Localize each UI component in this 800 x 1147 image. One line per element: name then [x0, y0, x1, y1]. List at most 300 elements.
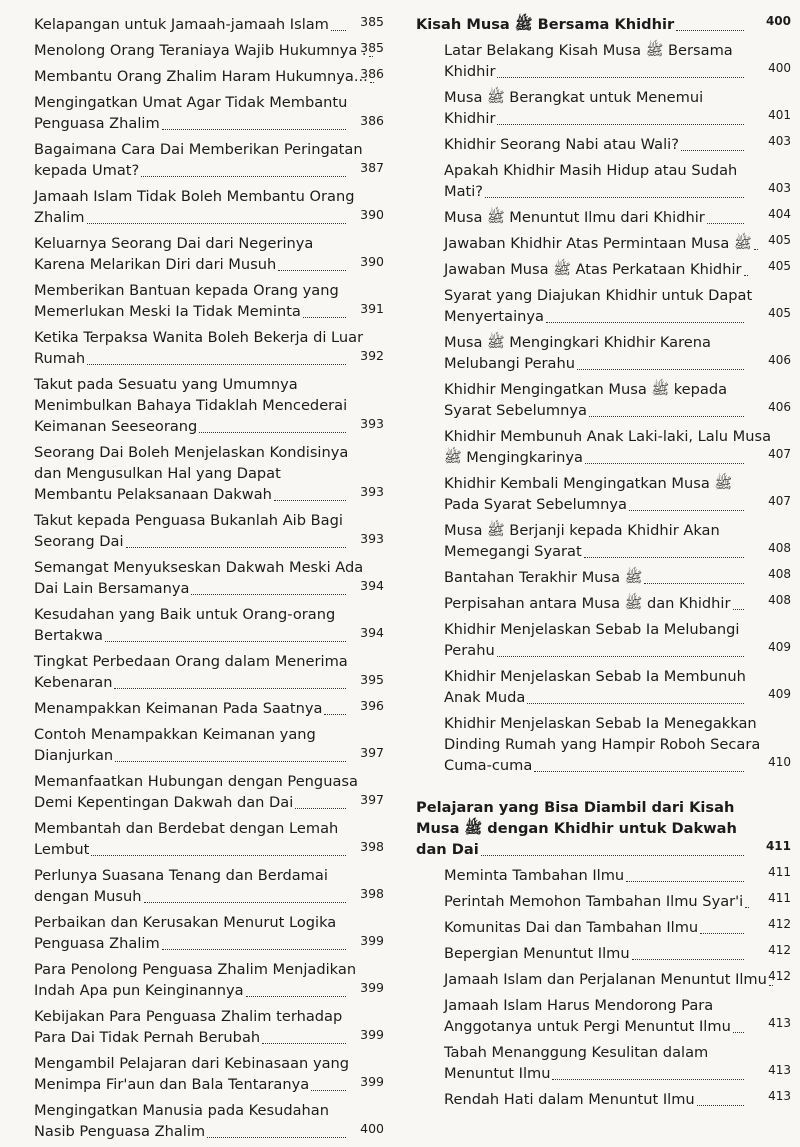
- toc-entry-title: Menimbulkan Bahaya Tidaklah Mencederai: [34, 397, 348, 414]
- toc-entry-title: Zhalim: [34, 209, 85, 226]
- page-number: 392: [360, 348, 384, 363]
- page-number: 394: [360, 578, 384, 593]
- toc-entry: [34, 698, 384, 719]
- toc-entry-title: ﷺ Mengingkarinya: [444, 449, 583, 466]
- page-number: 406: [768, 400, 791, 414]
- toc-entry-title: Mati?: [444, 183, 484, 200]
- toc-entry-title: Pada Syarat Sebelumnya: [444, 496, 627, 513]
- dot-leader: [278, 269, 346, 271]
- toc-entry: [34, 724, 384, 766]
- toc-entry-title: Perahu: [444, 642, 495, 659]
- toc-entry-title: Khidhir Menjelaskan Sebab Ia Membunuh: [444, 668, 746, 685]
- toc-entry: [34, 865, 384, 907]
- toc-entry-line: [444, 134, 748, 155]
- page-number: 411: [768, 865, 791, 879]
- page-number: 412: [768, 943, 791, 957]
- toc-entry-title: Menampakkan Keimanan Pada Saatnya: [34, 700, 323, 717]
- dot-leader: [295, 807, 346, 809]
- toc-entry-line: [444, 447, 748, 468]
- toc-entry: [444, 332, 791, 374]
- dot-leader: [497, 655, 744, 657]
- dot-leader: [87, 222, 346, 224]
- page-number: 413: [768, 1016, 791, 1030]
- toc-entry: [34, 442, 384, 505]
- page-number: 396: [360, 698, 384, 713]
- toc-entry-title: Khidhir Menjelaskan Sebab Ia Menegakkan: [444, 715, 757, 732]
- toc-entry-line: [34, 66, 368, 87]
- dot-leader: [87, 363, 346, 365]
- toc-entry: [444, 40, 791, 82]
- dot-leader: [246, 995, 346, 997]
- page-number: 412: [768, 969, 791, 983]
- toc-entry-line: [34, 933, 350, 954]
- page-number: 399: [360, 933, 384, 948]
- toc-section-heading: [416, 797, 791, 860]
- page-number: 393: [360, 484, 384, 499]
- toc-entry: [34, 1100, 384, 1142]
- dot-leader: [485, 196, 744, 198]
- toc-entry-line: [444, 891, 748, 912]
- toc-entry-title: Memegangi Syarat: [444, 543, 582, 560]
- toc-entry: [34, 139, 384, 181]
- toc-entry-line: [34, 207, 350, 228]
- toc-entry-title: Keimanan Seeseorang: [34, 418, 198, 435]
- page-number: 390: [360, 207, 384, 222]
- page-number: 395: [360, 672, 384, 687]
- toc-entry: [34, 14, 384, 35]
- dot-leader: [162, 948, 346, 950]
- toc-entry-line: [444, 494, 748, 515]
- toc-entry: [34, 604, 384, 646]
- toc-entry-line: [34, 745, 350, 766]
- toc-entry: [444, 865, 791, 886]
- toc-entry-title: Memberikan Bantuan kepada Orang yang: [34, 282, 339, 299]
- toc-entry-title: Pelajaran yang Bisa Diambil dari Kisah: [416, 799, 735, 816]
- dot-leader: [207, 1136, 346, 1138]
- toc-entry-title: Lembut: [34, 841, 90, 858]
- toc-section-heading: [416, 14, 791, 35]
- toc-entry-line: [444, 567, 748, 588]
- page-number: 393: [360, 531, 384, 546]
- toc-entry-title: dan Dai: [416, 841, 479, 858]
- toc-entry-line: [444, 593, 748, 614]
- toc-entry-title: Contoh Menampakkan Keimanan yang: [34, 726, 316, 743]
- dot-leader: [534, 770, 744, 772]
- toc-entry-title: Seorang Dai: [34, 533, 124, 550]
- page-number: 408: [768, 541, 791, 555]
- toc-entry: [34, 771, 384, 813]
- page-number: 400: [360, 1121, 384, 1136]
- toc-entry-line: [34, 14, 350, 35]
- toc-entry-line: [34, 301, 350, 322]
- toc-entry-title: Membantah dan Berdebat dengan Lemah: [34, 820, 339, 837]
- toc-entry-line: [34, 886, 350, 907]
- toc-entry: [34, 233, 384, 275]
- toc-entry-line: [416, 14, 748, 35]
- toc-entry-title: Kesudahan yang Baik untuk Orang-orang: [34, 606, 336, 623]
- toc-entry: [34, 959, 384, 1001]
- toc-entry-line: [34, 348, 350, 369]
- toc-entry: [34, 818, 384, 860]
- page-number: 399: [360, 1074, 384, 1089]
- dot-leader: [105, 640, 346, 642]
- toc-entry: [444, 969, 791, 990]
- toc-entry-line: [34, 1121, 350, 1142]
- dot-leader: [331, 29, 346, 31]
- toc-entry: [444, 666, 791, 708]
- toc-entry-title: Anggotanya untuk Pergi Menuntut Ilmu: [444, 1018, 731, 1035]
- toc-entry: [444, 917, 791, 938]
- toc-entry-line: [444, 108, 748, 129]
- toc-entry-line: [34, 698, 350, 719]
- toc-entry-line: [416, 839, 748, 860]
- page-number: 394: [360, 625, 384, 640]
- toc-entry-title: dengan Musuh: [34, 888, 142, 905]
- toc-entry-title: Khidhir Membunuh Anak Laki-laki, Lalu Musa: [444, 428, 772, 445]
- page-number: 407: [768, 447, 791, 461]
- dot-leader: [744, 274, 748, 276]
- toc-entry-title: Takut kepada Penguasa Bukanlah Aib Bagi: [34, 512, 343, 529]
- toc-entry-title: Khidhir Kembali Mengingatkan Musa ﷺ: [444, 475, 733, 492]
- toc-entry-title: Syarat Sebelumnya: [444, 402, 587, 419]
- toc-entry: [34, 651, 384, 693]
- dot-leader: [754, 248, 758, 250]
- toc-entry-line: [444, 259, 748, 280]
- page-number: 390: [360, 254, 384, 269]
- toc-entry-title: Perintah Memohon Tambahan Ilmu Syar'i: [444, 893, 744, 910]
- toc-entry-title: Apakah Khidhir Masih Hidup atau Sudah: [444, 162, 738, 179]
- toc-entry-line: [34, 839, 350, 860]
- page-number: 393: [360, 416, 384, 431]
- toc-entry-title: Menyertainya: [444, 308, 544, 325]
- toc-entry: [34, 510, 384, 552]
- toc-entry-line: [34, 484, 350, 505]
- toc-entry-line: [444, 400, 748, 421]
- dot-leader: [262, 1042, 346, 1044]
- toc-entry-title: Semangat Menyukseskan Dakwah Meski Ada: [34, 559, 364, 576]
- toc-entry-title: kepada Umat?: [34, 162, 140, 179]
- toc-entry: [444, 619, 791, 661]
- dot-leader: [274, 499, 346, 501]
- toc-entry-title: Keluarnya Seorang Dai dari Negerinya: [34, 235, 314, 252]
- toc-entry: [444, 713, 791, 776]
- toc-entry-title: Demi Kepentingan Dakwah dan Dai: [34, 794, 294, 811]
- toc-entry-title: Rendah Hati dalam Menuntut Ilmu: [444, 1091, 695, 1108]
- toc-entry-line: [444, 865, 748, 886]
- page-number: 403: [768, 134, 791, 148]
- toc-entry-title: Melubangi Perahu: [444, 355, 575, 372]
- dot-leader: [141, 175, 346, 177]
- page-number: 413: [768, 1063, 791, 1077]
- toc-entry-title: Jawaban Khidhir Atas Permintaan Musa ﷺ: [444, 235, 752, 252]
- toc-entry-line: [34, 1074, 350, 1095]
- dot-leader: [546, 321, 744, 323]
- toc-entry-line: [444, 969, 767, 990]
- toc-entry: [34, 1053, 384, 1095]
- toc-entry-line: [444, 353, 748, 374]
- toc-entry-title: Khidhir: [444, 110, 496, 127]
- toc-entry: [444, 995, 791, 1037]
- toc-entry-title: Khidhir Menjelaskan Sebab Ia Melubangi: [444, 621, 740, 638]
- page-number: 385: [360, 40, 384, 55]
- toc-entry-line: [34, 625, 350, 646]
- dot-leader: [191, 593, 346, 595]
- dot-leader: [700, 932, 744, 934]
- toc-entry: [444, 207, 791, 228]
- page-number: 387: [360, 160, 384, 175]
- toc-entry-title: Perpisahan antara Musa ﷺ dan Khidhir: [444, 595, 731, 612]
- toc-entry-line: [444, 233, 752, 254]
- dot-leader: [311, 1089, 346, 1091]
- toc-entry-title: Menimpa Fir'aun dan Bala Tentaranya: [34, 1076, 310, 1093]
- toc-entry: [444, 891, 791, 912]
- toc-entry-title: Khidhir Seorang Nabi atau Wali?: [444, 136, 679, 153]
- page-number: 386: [360, 66, 384, 81]
- toc-entry-title: Bantahan Terakhir Musa ﷺ: [444, 569, 643, 586]
- toc-entry-title: Jamaah Islam dan Perjalanan Menuntut Ilmu: [444, 971, 767, 988]
- page-number: 411: [768, 891, 791, 905]
- toc-entry-line: [34, 160, 350, 181]
- toc-entry-title: Jawaban Musa ﷺ Atas Perkataan Khidhir: [444, 261, 742, 278]
- dot-leader: [126, 546, 346, 548]
- toc-entry-title: Mengingatkan Umat Agar Tidak Membantu: [34, 94, 348, 111]
- page-number: 399: [360, 1027, 384, 1042]
- dot-leader: [324, 713, 346, 715]
- toc-entry-title: Kebijakan Para Penguasa Zhalim terhadap: [34, 1008, 343, 1025]
- dot-leader: [589, 415, 744, 417]
- toc-entry-title: Anak Muda: [444, 689, 526, 706]
- dot-leader: [733, 608, 745, 610]
- page-number: 398: [360, 886, 384, 901]
- dot-leader: [91, 854, 346, 856]
- toc-entry: [444, 520, 791, 562]
- toc-entry: [444, 567, 791, 588]
- page-number: 391: [360, 301, 384, 316]
- page-number: 409: [768, 687, 791, 701]
- toc-entry-title: Jamaah Islam Tidak Boleh Membantu Orang: [34, 188, 355, 205]
- dot-leader: [697, 1104, 744, 1106]
- page-number: 397: [360, 792, 384, 807]
- toc-entry-title: Nasib Penguasa Zhalim: [34, 1123, 206, 1140]
- dot-leader: [577, 368, 744, 370]
- toc-entry-title: Kebenaran: [34, 674, 113, 691]
- toc-entry-title: Bepergian Menuntut Ilmu: [444, 945, 630, 962]
- toc-entry-title: Indah Apa pun Keinginannya: [34, 982, 244, 999]
- toc-entry-title: Kelapangan untuk Jamaah-jamaah Islam: [34, 16, 329, 33]
- page-number: 403: [768, 181, 791, 195]
- toc-entry: [34, 374, 384, 437]
- toc-entry-line: [444, 1089, 748, 1110]
- toc-entry-title: Tingkat Perbedaan Orang dalam Menerima: [34, 653, 348, 670]
- toc-entry-title: Jamaah Islam Harus Mendorong Para: [444, 997, 714, 1014]
- dot-leader: [303, 316, 346, 318]
- page-number: 401: [768, 108, 791, 122]
- toc-entry: [444, 1042, 791, 1084]
- toc-entry-title: Mengambil Pelajaran dari Kebinasaan yang: [34, 1055, 350, 1072]
- toc-entry: [444, 1089, 791, 1110]
- toc-entry-title: Khidhir Mengingatkan Musa ﷺ kepada: [444, 381, 728, 398]
- toc-entry-title: Rumah: [34, 350, 86, 367]
- toc-entry-line: [444, 207, 748, 228]
- page-number: 407: [768, 494, 791, 508]
- page-number: 398: [360, 839, 384, 854]
- page-number: 404: [768, 207, 791, 221]
- toc-entry-title: Karena Melarikan Diri dari Musuh: [34, 256, 277, 273]
- dot-leader: [481, 854, 744, 856]
- dot-leader: [497, 123, 744, 125]
- section-gap: [416, 781, 788, 797]
- toc-entry-title: Menuntut Ilmu: [444, 1065, 551, 1082]
- toc-entry-line: [444, 917, 748, 938]
- toc-entry-line: [34, 40, 367, 61]
- dot-leader: [733, 1031, 744, 1033]
- toc-entry-line: [34, 792, 350, 813]
- toc-entry: [34, 557, 384, 599]
- toc-entry-title: Perlunya Suasana Tenang dan Berdamai: [34, 867, 328, 884]
- toc-entry-title: Takut pada Sesuatu yang Umumnya: [34, 376, 298, 393]
- toc-right-column: [416, 14, 791, 1115]
- toc-entry-title: Bertakwa: [34, 627, 103, 644]
- toc-entry-title: Syarat yang Diajukan Khidhir untuk Dapat: [444, 287, 753, 304]
- toc-entry: [444, 473, 791, 515]
- page-number: 408: [768, 567, 791, 581]
- page-number: 385: [360, 14, 384, 29]
- toc-entry-title: Bagaimana Cara Dai Memberikan Peringatan: [34, 141, 363, 158]
- dot-leader: [707, 222, 744, 224]
- page-number: 413: [768, 1089, 791, 1103]
- toc-entry-title: Khidhir: [444, 63, 496, 80]
- page-number: 400: [765, 14, 791, 28]
- toc-entry-line: [34, 254, 350, 275]
- toc-entry-title: Musa ﷺ Menuntut Ilmu dari Khidhir: [444, 209, 705, 226]
- toc-entry-line: [444, 755, 748, 776]
- toc-entry-line: [444, 61, 748, 82]
- page-number: 405: [768, 233, 791, 247]
- toc-entry-line: [34, 578, 350, 599]
- page-number: 409: [768, 640, 791, 654]
- toc-entry: [444, 943, 791, 964]
- toc-entry-title: Para Penolong Penguasa Zhalim Menjadikan: [34, 961, 357, 978]
- toc-entry-line: [444, 1063, 748, 1084]
- toc-entry-line: [34, 113, 350, 134]
- toc-entry-title: Perbaikan dan Kerusakan Menurut Logika: [34, 914, 337, 931]
- dot-leader: [644, 582, 744, 584]
- page-number: 411: [765, 839, 791, 853]
- toc-entry-title: Memerlukan Meski Ia Tidak Meminta: [34, 303, 301, 320]
- dot-leader: [629, 509, 744, 511]
- dot-leader: [552, 1078, 744, 1080]
- toc-entry-title: Tabah Menanggung Kesulitan dalam: [444, 1044, 709, 1061]
- toc-entry-title: Musa ﷺ Berjanji kepada Khidhir Akan: [444, 522, 720, 539]
- toc-entry-title: Memanfaatkan Hubungan dengan Penguasa: [34, 773, 358, 790]
- dot-leader: [115, 760, 346, 762]
- toc-entry: [34, 40, 384, 61]
- page-number: 408: [768, 593, 791, 607]
- toc-entry-title: Seorang Dai Boleh Menjelaskan Kondisinya: [34, 444, 349, 461]
- page-number: 397: [360, 745, 384, 760]
- toc-entry: [444, 379, 791, 421]
- toc-entry-title: Penguasa Zhalim: [34, 115, 160, 132]
- toc-entry-line: [444, 640, 748, 661]
- dot-leader: [527, 702, 744, 704]
- toc-entry-line: [444, 687, 748, 708]
- dot-leader: [632, 958, 744, 960]
- toc-entry-line: [444, 181, 748, 202]
- toc-entry-title: Menolong Orang Teraniaya Wajib Hukumnya .: [34, 42, 367, 59]
- page-number: 406: [768, 353, 791, 367]
- toc-entry-title: Komunitas Dai dan Tambahan Ilmu: [444, 919, 699, 936]
- toc-entry-title: Cuma-cuma: [444, 757, 533, 774]
- toc-left-column: [34, 14, 384, 1147]
- toc-entry: [34, 280, 384, 322]
- toc-entry: [34, 66, 384, 87]
- toc-entry-title: Musa ﷺ Mengingkari Khidhir Karena: [444, 334, 711, 351]
- dot-leader: [585, 462, 744, 464]
- toc-entry: [444, 160, 791, 202]
- dot-leader: [497, 76, 744, 78]
- dot-leader: [584, 556, 744, 558]
- dot-leader: [681, 149, 744, 151]
- toc-entry: [444, 593, 791, 614]
- toc-entry: [444, 87, 791, 129]
- dot-leader: [114, 687, 346, 689]
- toc-entry-title: Dinding Rumah yang Hampir Roboh Secara: [444, 736, 761, 753]
- toc-entry: [34, 912, 384, 954]
- dot-leader: [144, 901, 346, 903]
- toc-entry-title: Membantu Orang Zhalim Haram Hukumnya...: [34, 68, 368, 85]
- toc-entry: [34, 186, 384, 228]
- dot-leader: [745, 906, 749, 908]
- dot-leader: [199, 431, 346, 433]
- page-number: 399: [360, 980, 384, 995]
- toc-entry-line: [34, 672, 350, 693]
- toc-entry: [34, 1006, 384, 1048]
- toc-entry-line: [34, 416, 350, 437]
- toc-entry: [444, 233, 791, 254]
- toc-entry: [444, 134, 791, 155]
- toc-entry-title: Membantu Pelaksanaan Dakwah: [34, 486, 272, 503]
- toc-entry-line: [444, 541, 748, 562]
- page-number: 405: [768, 259, 791, 273]
- toc-entry-title: Dai Lain Bersamanya: [34, 580, 190, 597]
- toc-entry: [444, 259, 791, 280]
- page-number: 412: [768, 917, 791, 931]
- dot-leader: [162, 128, 346, 130]
- toc-entry-title: Para Dai Tidak Pernah Berubah: [34, 1029, 261, 1046]
- toc-entry-title: Musa ﷺ Berangkat untuk Menemui: [444, 89, 704, 106]
- toc-entry-title: Kisah Musa ﷺ Bersama Khidhir: [416, 16, 675, 33]
- toc-entry-title: dan Mengusulkan Hal yang Dapat: [34, 465, 281, 482]
- toc-entry-line: [34, 1027, 350, 1048]
- toc-entry-line: [444, 306, 748, 327]
- page-number: 405: [768, 306, 791, 320]
- toc-entry-line: [34, 531, 350, 552]
- toc-entry-line: [34, 980, 350, 1001]
- toc-entry-title: Dianjurkan: [34, 747, 114, 764]
- dot-leader: [676, 29, 744, 31]
- toc-entry: [34, 327, 384, 369]
- toc-entry-title: Penguasa Zhalim: [34, 935, 160, 952]
- page-number: 400: [768, 61, 791, 75]
- toc-entry: [34, 92, 384, 134]
- toc-entry-title: Mengingatkan Manusia pada Kesudahan: [34, 1102, 329, 1119]
- toc-entry: [444, 426, 791, 468]
- toc-entry-title: Latar Belakang Kisah Musa ﷺ Bersama: [444, 42, 733, 59]
- page-number: 386: [360, 113, 384, 128]
- toc-entry-title: Ketika Terpaksa Wanita Boleh Bekerja di Luar: [34, 329, 364, 346]
- page-number: 410: [768, 755, 791, 769]
- dot-leader: [626, 880, 744, 882]
